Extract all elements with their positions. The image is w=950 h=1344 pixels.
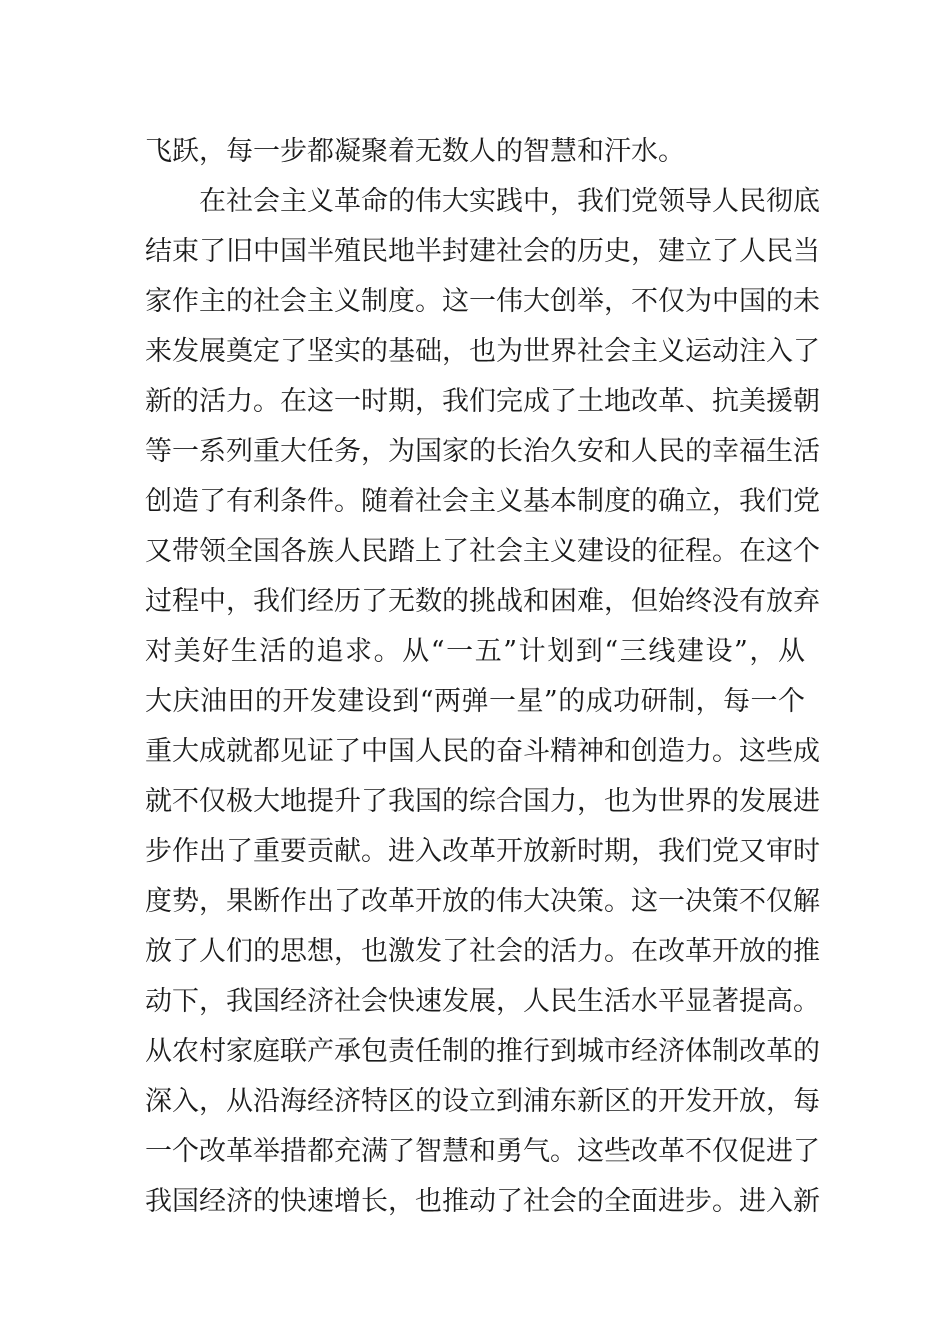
text-line: 就不仅极大地提升了我国的综合国力，也为世界的发展进 — [145, 786, 820, 817]
text-line: 大庆油田的开发建设到“两弹一星”的成功研制，每一个 — [145, 686, 805, 717]
text-line: 飞跃，每一步都凝聚着无数人的智慧和汗水。 — [145, 136, 685, 167]
text-line: 放了人们的思想，也激发了社会的活力。在改革开放的推 — [145, 936, 820, 967]
text-line: 新的活力。在这一时期，我们完成了土地改革、抗美援朝 — [145, 386, 820, 417]
text-line: 创造了有利条件。随着社会主义基本制度的确立，我们党 — [145, 486, 820, 517]
text-line: 对美好生活的追求。从“一五”计划到“三线建设”，从 — [145, 636, 805, 667]
text-line: 又带领全国各族人民踏上了社会主义建设的征程。在这个 — [145, 536, 820, 567]
text-line: 动下，我国经济社会快速发展，人民生活水平显著提高。 — [145, 986, 820, 1017]
text-line: 深入，从沿海经济特区的设立到浦东新区的开发开放，每 — [145, 1086, 820, 1117]
text-line: 一个改革举措都充满了智慧和勇气。这些改革不仅促进了 — [145, 1136, 820, 1167]
text-line: 来发展奠定了坚实的基础，也为世界社会主义运动注入了 — [145, 336, 820, 367]
text-line: 从农村家庭联产承包责任制的推行到城市经济体制改革的 — [145, 1036, 820, 1067]
text-line: 我国经济的快速增长，也推动了社会的全面进步。进入新 — [145, 1186, 820, 1217]
text-line: 步作出了重要贡献。进入改革开放新时期，我们党又审时 — [145, 836, 820, 867]
text-line: 过程中，我们经历了无数的挑战和困难，但始终没有放弃 — [145, 586, 820, 617]
paragraph-first-line: 在社会主义革命的伟大实践中，我们党领导人民彻底 — [199, 186, 820, 217]
text-line: 结束了旧中国半殖民地半封建社会的历史，建立了人民当 — [145, 236, 820, 267]
text-line: 等一系列重大任务，为国家的长治久安和人民的幸福生活 — [145, 436, 820, 467]
text-line: 重大成就都见证了中国人民的奋斗精神和创造力。这些成 — [145, 736, 820, 767]
text-line: 家作主的社会主义制度。这一伟大创举，不仅为中国的未 — [145, 286, 820, 317]
text-line: 度势，果断作出了改革开放的伟大决策。这一决策不仅解 — [145, 886, 820, 917]
